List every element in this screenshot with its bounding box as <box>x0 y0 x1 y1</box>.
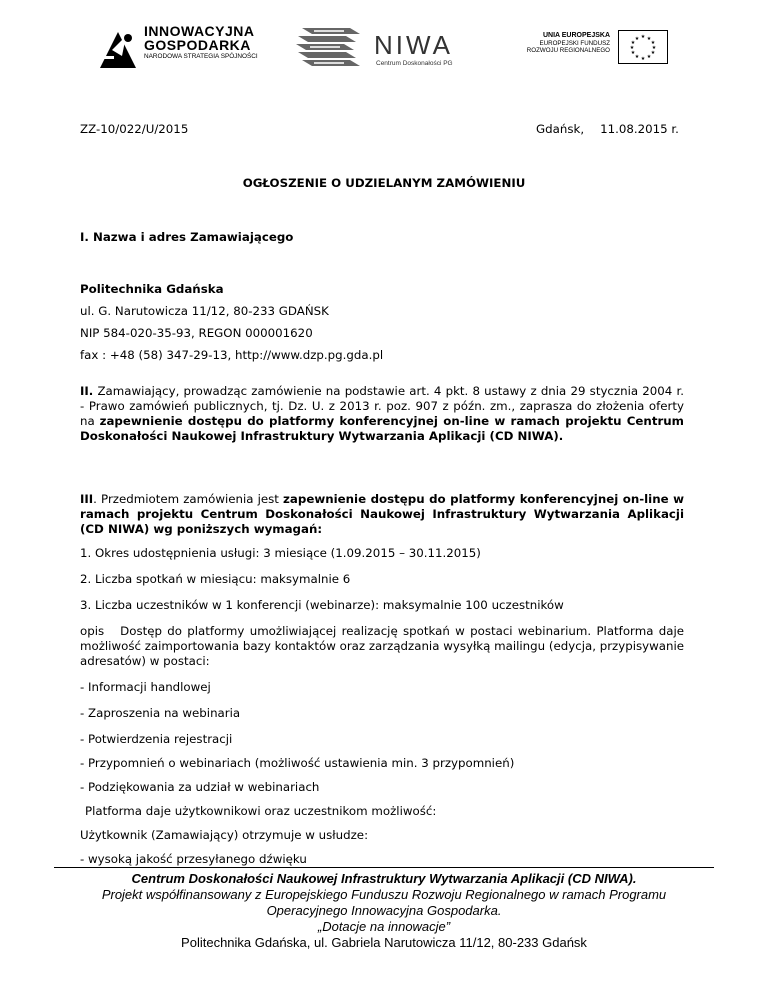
ig-line2: GOSPODARKA <box>144 37 251 53</box>
org-nip-regon: NIP 584-020-35-93, REGON 000001620 <box>80 326 313 340</box>
section-3-subject: zapewnienie dostępu do platformy konferencyjnej on-line w ramach projektu Centrum Doskonałości Naukowej Infrastruktury Wytwarzania Aplikacji (CD NIWA) wg poniższych wymagań: <box>80 492 684 536</box>
page-footer <box>40 871 728 951</box>
page-title: OGŁOSZENIE O UDZIELANYM ZAMÓWIENIU <box>242 176 526 190</box>
list-item: - Podziękowania za udział w webinariach <box>80 780 320 794</box>
opis-label: opis <box>80 624 105 638</box>
user-line: Użytkownik (Zamawiający) otrzymuje w usłudze: <box>80 828 369 842</box>
section-2-subject: zapewnienie dostępu do platformy konferencyjnej on-line w ramach projektu Centrum Doskonałości Naukowej Infrastruktury Wytwarzania Aplikacji (CD NIWA). <box>80 414 684 443</box>
eu-line2: EUROPEJSKI FUNDUSZ <box>539 40 610 48</box>
svg-text:★: ★ <box>650 50 656 56</box>
org-address: ul. G. Narutowicza 11/12, 80-233 GDAŃSK <box>80 304 329 318</box>
svg-text:★: ★ <box>634 54 640 60</box>
niwa-name: NIWA <box>374 30 453 60</box>
requirement-1: 1. Okres udostępnienia usługi: 3 miesiące (1.09.2015 – 30.11.2015) <box>80 546 481 560</box>
section-1-heading: I. Nazwa i adres Zamawiającego <box>80 230 294 244</box>
svg-text:★: ★ <box>646 36 652 42</box>
footer-divider <box>54 867 714 868</box>
svg-text:★: ★ <box>634 36 640 42</box>
eu-logo <box>508 30 668 70</box>
platform-line: Platforma daje użytkownikowi oraz uczestnikom możliwość: <box>85 804 437 818</box>
requirement-3: 3. Liczba uczestników w 1 konferencji (webinarze): maksymalnie 100 uczestników <box>80 598 564 612</box>
svg-text:★: ★ <box>640 34 646 40</box>
opis-text: Dostęp do platformy umożliwiającej realizację spotkań w postaci webinarium. Platforma daje możliwość zaimportowania bazy kontaktów oraz zarządzania wysyłką mailingu (edycja, przypisywanie adresatów) w postaci: <box>80 624 684 668</box>
ig-emblem-icon <box>98 26 140 70</box>
svg-text:★: ★ <box>630 50 636 56</box>
niwa-logo <box>292 22 472 76</box>
innowacyjna-gospodarka-logo <box>98 24 268 76</box>
svg-text:★: ★ <box>640 56 646 62</box>
section-2-paragraph <box>80 384 684 444</box>
svg-text:★: ★ <box>630 40 636 46</box>
footer-line3: Operacyjnego Innowacyjna Gospodarka. <box>266 903 502 918</box>
opis-paragraph <box>80 624 684 669</box>
date: 11.08.2015 r. <box>600 122 679 136</box>
section-2-text: Zamawiający, prowadząc zamówienie na podstawie art. 4 pkt. 8 ustawy z dnia 29 stycznia 2004 r. - Prawo zamówień publicznych, tj. Dz. U. z 2013 r. poz. 907 z późn. zm., zaprasza do złożenia oferty na <box>80 384 684 428</box>
svg-text:★: ★ <box>650 40 656 46</box>
page-header <box>0 18 768 78</box>
svg-text:★: ★ <box>646 54 652 60</box>
org-fax-url: fax : +48 (58) 347-29-13, http://www.dzp.pg.gda.pl <box>80 348 384 362</box>
document-place-date <box>536 122 679 137</box>
svg-text:★: ★ <box>651 45 657 51</box>
section-3-paragraph <box>80 492 684 537</box>
city: Gdańsk, <box>536 122 585 136</box>
section-3-text: . Przedmiotem zamówienia jest <box>93 492 284 506</box>
eu-line1: UNIA EUROPEJSKA <box>542 32 610 39</box>
footer-line5: Politechnika Gdańska, ul. Gabriela Narutowicza 11/12, 80-233 Gdańsk <box>181 935 587 950</box>
eu-flag-icon <box>618 30 668 64</box>
list-item: - Zaproszenia na webinaria <box>80 706 241 720</box>
footer-line4: „Dotacje na innowacje” <box>317 919 451 934</box>
list-item: - Informacji handlowej <box>80 680 211 694</box>
org-name: Politechnika Gdańska <box>80 282 224 296</box>
section-2-number: II. <box>80 384 94 398</box>
list-item: - wysoką jakość przesyłanego dźwięku <box>80 852 307 866</box>
reference-number: ZZ-10/022/U/2015 <box>80 122 189 136</box>
footer-line1: Centrum Doskonałości Naukowej Infrastruktury Wytwarzania Aplikacji (CD NIWA). <box>131 871 637 886</box>
list-item: - Potwierdzenia rejestracji <box>80 732 233 746</box>
svg-text:★: ★ <box>629 45 635 51</box>
footer-line2: Projekt współfinansowany z Europejskiego Funduszu Rozwoju Regionalnego w ramach Programu <box>101 887 667 902</box>
section-3-number: III <box>80 492 94 506</box>
niwa-stripes-icon <box>292 22 370 74</box>
eu-line3: ROZWOJU REGIONALNEGO <box>526 47 610 55</box>
niwa-subtitle: Centrum Doskonałości PG <box>376 60 453 67</box>
ig-line1: INNOWACYJNA <box>144 23 255 39</box>
requirement-2: 2. Liczba spotkań w miesiącu: maksymalnie 6 <box>80 572 351 586</box>
ig-line3: NARODOWA STRATEGIA SPÓJNOŚCI <box>144 53 258 60</box>
list-item: - Przypomnień o webinariach (możliwość ustawienia min. 3 przypomnień) <box>80 756 515 770</box>
